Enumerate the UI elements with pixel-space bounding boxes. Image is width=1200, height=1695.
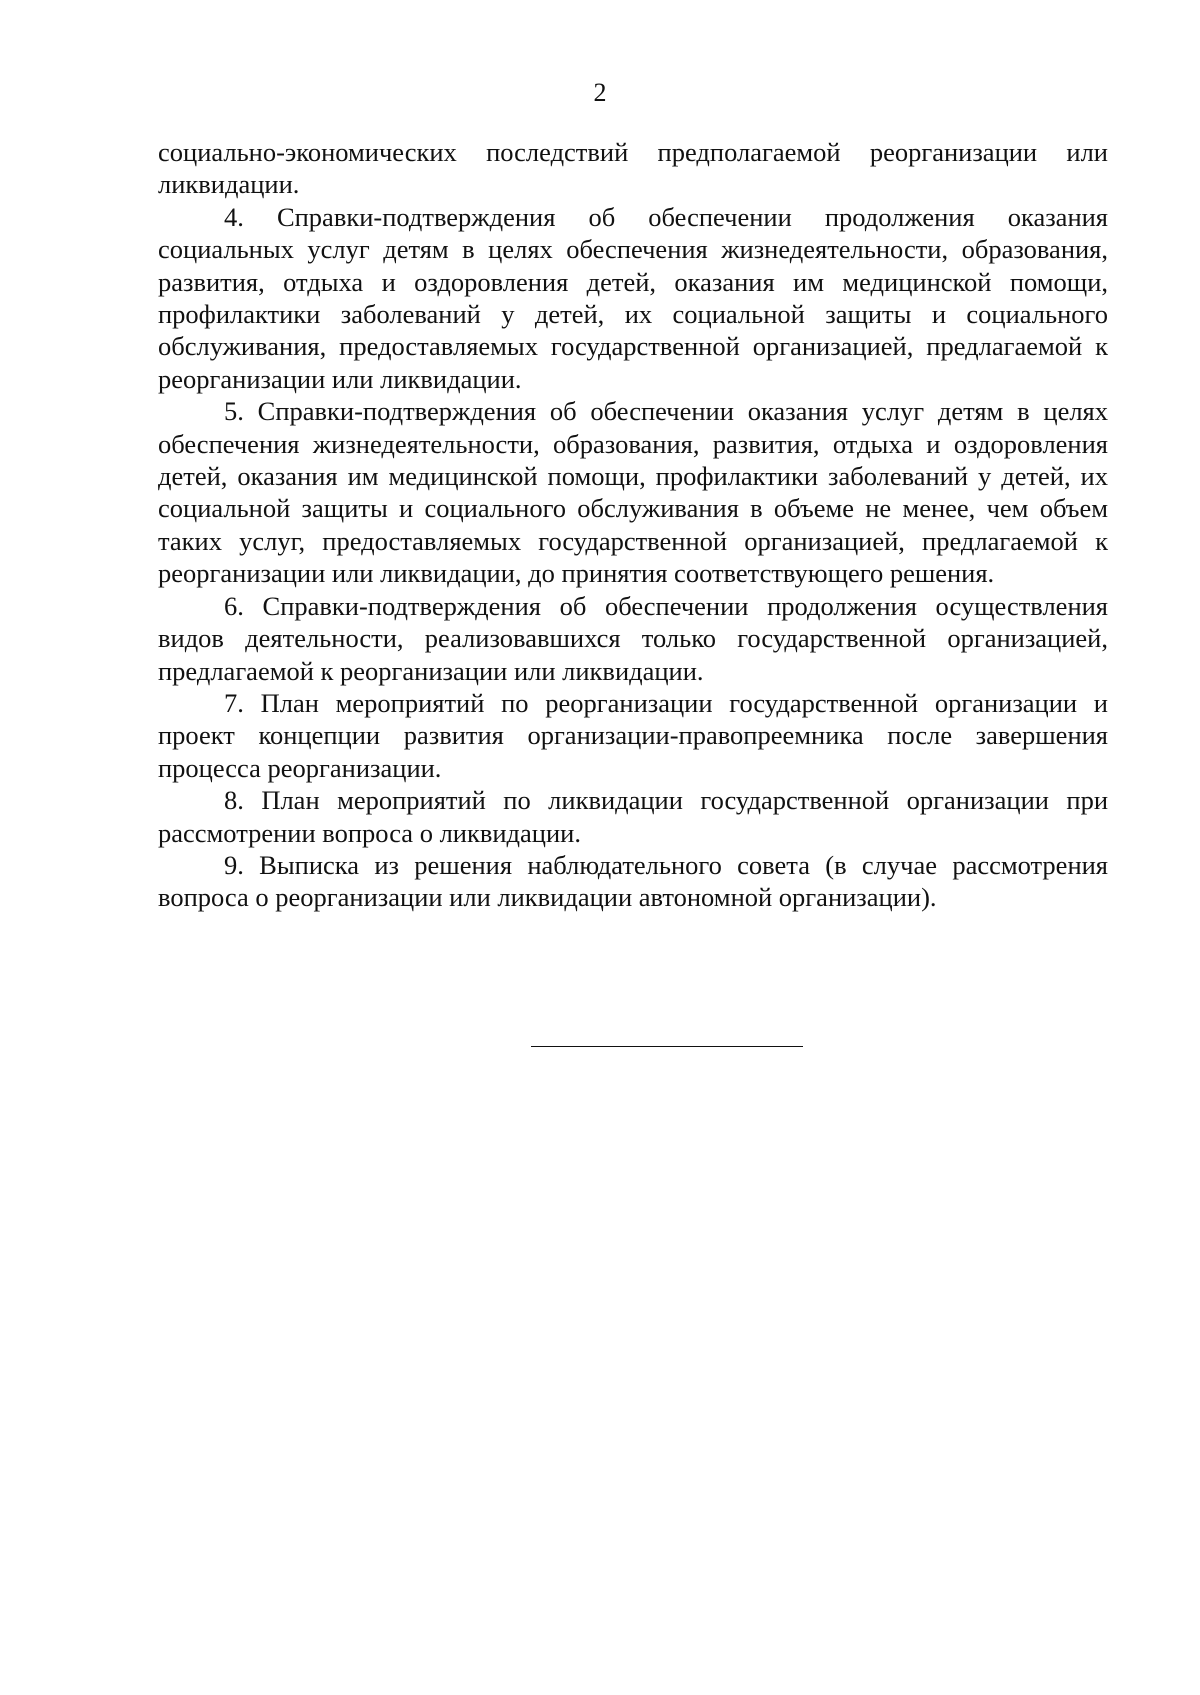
paragraph-continuation: социально-экономических последствий предполагаемой реорганизации или ликвидации. [158,137,1108,200]
paragraph-item-5: 5. Справки-подтверждения об обеспечении оказания услуг детям в целях обеспечения жизнедеятельности, образования, развития, отдыха и оздоровления детей, оказания им медицинской помощи, профилактики заболеваний у детей, их социальной защиты и социального обслуживания в объеме не менее, чем объем таких услуг, предоставляемых государственной организацией, предлагаемой к реорганизации или ликвидации, до принятия соответствующего решения. [158,396,1108,589]
paragraph-item-4: 4. Справки-подтверждения об обеспечении продолжения оказания социальных услуг детям в целях обеспечения жизнедеятельности, образования, развития, отдыха и оздоровления детей, оказания им медицинской помощи, профилактики заболеваний у детей, их социальной защиты и социального обслуживания, предоставляемых государственной организацией, предлагаемой к реорганизации или ликвидации. [158,201,1108,394]
document-body [158,136,1108,914]
closing-rule [531,1046,803,1047]
paragraph-item-8: 8. План мероприятий по ликвидации государственной организации при рассмотрении вопроса о ликвидации. [158,785,1108,848]
paragraph-item-6: 6. Справки-подтверждения об обеспечении продолжения осуществления видов деятельности, реализовавшихся только государственной организацией, предлагаемой к реорганизации или ликвидации. [158,590,1108,686]
paragraph-item-7: 7. План мероприятий по реорганизации государственной организации и проект концепции развития организации-правопреемника после завершения процесса реорганизации. [158,687,1108,783]
paragraph-item-9: 9. Выписка из решения наблюдательного совета (в случае рассмотрения вопроса о реорганизации или ликвидации автономной организации). [158,849,1108,913]
page-number: 2 [593,78,607,107]
